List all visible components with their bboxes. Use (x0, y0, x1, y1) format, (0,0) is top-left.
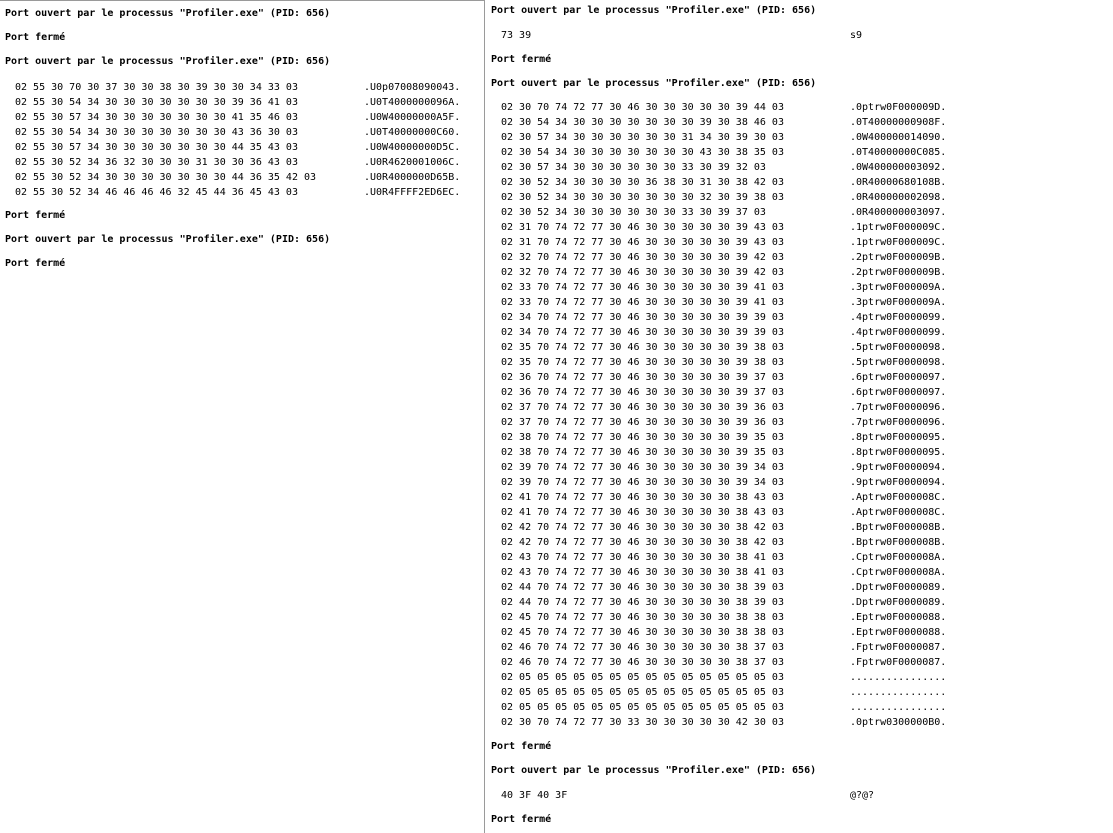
hex-dump-row (486, 100, 1113, 115)
port-opened-message: Port ouvert par le processus "Profiler.exe" (PID: 656) (5, 234, 331, 245)
ascii-text: s9 (850, 30, 863, 41)
port-opened-message: Port ouvert par le processus "Profiler.exe" (PID: 656) (491, 5, 817, 16)
hex-dump-row (486, 355, 1113, 370)
hex-bytes: 02 43 70 74 72 77 30 46 30 30 30 30 30 38 41 03 (501, 567, 784, 578)
hex-dump-row (486, 445, 1113, 460)
ascii-text: .8ptrw0F0000095. (850, 432, 947, 443)
ascii-text: .Eptrw0F0000088. (850, 627, 947, 638)
ascii-text: .7ptrw0F0000096. (850, 417, 947, 428)
port-opened-message: Port ouvert par le processus "Profiler.exe" (PID: 656) (491, 765, 817, 776)
hex-dump-row (486, 565, 1113, 580)
hex-bytes: 02 39 70 74 72 77 30 46 30 30 30 30 30 39 34 03 (501, 462, 784, 473)
hex-dump-row (486, 325, 1113, 340)
left-log-panel[interactable] (0, 0, 485, 833)
ascii-text: .0T40000000C085. (850, 147, 947, 158)
ascii-text: .1ptrw0F000009C. (850, 222, 947, 233)
ascii-text: .9ptrw0F0000094. (850, 477, 947, 488)
hex-dump-row (486, 28, 1113, 43)
ascii-text: .U0p07008090043. (364, 82, 461, 93)
hex-dump-row (486, 595, 1113, 610)
ascii-text: .0W400000003092. (850, 162, 947, 173)
hex-bytes: 02 38 70 74 72 77 30 46 30 30 30 30 30 39 35 03 (501, 432, 784, 443)
hex-dump-row (486, 505, 1113, 520)
ascii-text: .Fptrw0F0000087. (850, 642, 947, 653)
ascii-text: .4ptrw0F0000099. (850, 312, 947, 323)
hex-bytes: 02 30 54 34 30 30 30 30 30 30 30 43 30 38 35 03 (501, 147, 784, 158)
hex-bytes: 02 41 70 74 72 77 30 46 30 30 30 30 30 38 43 03 (501, 492, 784, 503)
hex-dump-row (486, 520, 1113, 535)
ascii-text: .0R400000003097. (850, 207, 947, 218)
hex-dump-row (486, 400, 1113, 415)
hex-dump-row (486, 250, 1113, 265)
hex-dump-row (486, 625, 1113, 640)
hex-dump-row (486, 160, 1113, 175)
hex-bytes: 02 42 70 74 72 77 30 46 30 30 30 30 30 38 42 03 (501, 537, 784, 548)
ascii-text: .U0W40000000A5F. (364, 112, 461, 123)
ascii-text: .3ptrw0F000009A. (850, 282, 947, 293)
hex-dump-row (486, 460, 1113, 475)
port-closed-message: Port fermé (5, 210, 66, 221)
hex-dump-row (0, 185, 484, 200)
port-opened-message: Port ouvert par le processus "Profiler.exe" (PID: 656) (5, 8, 331, 19)
ascii-text: .6ptrw0F0000097. (850, 387, 947, 398)
ascii-text: .0ptrw0F000009D. (850, 102, 947, 113)
hex-dump-row (486, 788, 1113, 803)
ascii-text: .8ptrw0F0000095. (850, 447, 947, 458)
ascii-text: .5ptrw0F0000098. (850, 342, 947, 353)
ascii-text: .0ptrw0300000B0. (850, 717, 947, 728)
ascii-text: .2ptrw0F000009B. (850, 252, 947, 263)
ascii-text: .9ptrw0F0000094. (850, 462, 947, 473)
hex-bytes: 02 05 05 05 05 05 05 05 05 05 05 05 05 05 05 03 (501, 687, 784, 698)
hex-bytes: 02 30 54 34 30 30 30 30 30 30 30 39 30 38 46 03 (501, 117, 784, 128)
hex-dump-row (486, 340, 1113, 355)
hex-bytes: 40 3F 40 3F (501, 790, 568, 801)
ascii-text: .0R40000680108B. (850, 177, 947, 188)
ascii-text: .Aptrw0F000008C. (850, 507, 947, 518)
ascii-text: .U0T40000000C60. (364, 127, 461, 138)
ascii-text: .1ptrw0F000009C. (850, 237, 947, 248)
hex-dump-row (486, 490, 1113, 505)
ascii-text: .U0W40000000D5C. (364, 142, 461, 153)
hex-bytes: 02 44 70 74 72 77 30 46 30 30 30 30 30 38 39 03 (501, 597, 784, 608)
right-log-panel[interactable] (486, 0, 1113, 833)
hex-bytes: 02 05 05 05 05 05 05 05 05 05 05 05 05 05 05 03 (501, 702, 784, 713)
hex-bytes: 02 30 52 34 30 30 30 30 36 38 30 31 30 38 42 03 (501, 177, 784, 188)
hex-bytes: 02 55 30 52 34 46 46 46 46 32 45 44 36 45 43 03 (15, 187, 298, 198)
hex-dump-row (486, 385, 1113, 400)
hex-dump-row (0, 170, 484, 185)
hex-dump-row (486, 700, 1113, 715)
hex-bytes: 02 55 30 52 34 36 32 30 30 30 31 30 30 36 43 03 (15, 157, 298, 168)
hex-bytes: 02 45 70 74 72 77 30 46 30 30 30 30 30 38 38 03 (501, 627, 784, 638)
ascii-text: .7ptrw0F0000096. (850, 402, 947, 413)
hex-bytes: 02 55 30 52 34 30 30 30 30 30 30 30 44 36 35 42 03 (15, 172, 317, 183)
ascii-text: .Eptrw0F0000088. (850, 612, 947, 623)
hex-bytes: 02 55 30 54 34 30 30 30 30 30 30 30 43 36 30 03 (15, 127, 298, 138)
hex-dump-row (486, 415, 1113, 430)
hex-bytes: 02 44 70 74 72 77 30 46 30 30 30 30 30 38 39 03 (501, 582, 784, 593)
hex-bytes: 02 30 52 34 30 30 30 30 30 30 30 32 30 39 38 03 (501, 192, 784, 203)
ascii-text: .U0R4620001006C. (364, 157, 461, 168)
hex-bytes: 02 30 57 34 30 30 30 30 30 30 33 30 39 32 03 (501, 162, 766, 173)
ascii-text: ................ (850, 687, 947, 698)
hex-bytes: 02 39 70 74 72 77 30 46 30 30 30 30 30 39 34 03 (501, 477, 784, 488)
hex-dump-row (0, 110, 484, 125)
ascii-text: ................ (850, 702, 947, 713)
hex-bytes: 02 31 70 74 72 77 30 46 30 30 30 30 30 39 43 03 (501, 237, 784, 248)
panel-top-border (0, 0, 484, 1)
hex-bytes: 02 42 70 74 72 77 30 46 30 30 30 30 30 38 42 03 (501, 522, 784, 533)
hex-dump-row (486, 655, 1113, 670)
hex-bytes: 02 55 30 54 34 30 30 30 30 30 30 30 39 36 41 03 (15, 97, 298, 108)
hex-dump-row (0, 125, 484, 140)
hex-bytes: 02 33 70 74 72 77 30 46 30 30 30 30 30 39 41 03 (501, 282, 784, 293)
hex-bytes: 02 46 70 74 72 77 30 46 30 30 30 30 30 38 37 03 (501, 657, 784, 668)
hex-dump-row (486, 130, 1113, 145)
hex-bytes: 02 35 70 74 72 77 30 46 30 30 30 30 30 39 38 03 (501, 342, 784, 353)
hex-bytes: 02 05 05 05 05 05 05 05 05 05 05 05 05 05 05 03 (501, 672, 784, 683)
hex-dump-row (486, 610, 1113, 625)
hex-dump-row (0, 95, 484, 110)
hex-bytes: 02 34 70 74 72 77 30 46 30 30 30 30 30 39 39 03 (501, 327, 784, 338)
hex-bytes: 02 45 70 74 72 77 30 46 30 30 30 30 30 38 38 03 (501, 612, 784, 623)
ascii-text: .5ptrw0F0000098. (850, 357, 947, 368)
ascii-text: ................ (850, 672, 947, 683)
hex-dump-row (486, 235, 1113, 250)
hex-bytes: 02 37 70 74 72 77 30 46 30 30 30 30 30 39 36 03 (501, 402, 784, 413)
hex-bytes: 02 38 70 74 72 77 30 46 30 30 30 30 30 39 35 03 (501, 447, 784, 458)
port-opened-message: Port ouvert par le processus "Profiler.exe" (PID: 656) (5, 56, 331, 67)
hex-bytes: 02 31 70 74 72 77 30 46 30 30 30 30 30 39 43 03 (501, 222, 784, 233)
ascii-text: .Fptrw0F0000087. (850, 657, 947, 668)
hex-dump-row (486, 370, 1113, 385)
hex-bytes: 73 39 (501, 30, 532, 41)
port-closed-message: Port fermé (491, 741, 552, 752)
ascii-text: .4ptrw0F0000099. (850, 327, 947, 338)
hex-dump-row (486, 715, 1113, 730)
hex-bytes: 02 55 30 57 34 30 30 30 30 30 30 30 41 35 46 03 (15, 112, 298, 123)
hex-dump-row (486, 280, 1113, 295)
port-closed-message: Port fermé (5, 32, 66, 43)
hex-bytes: 02 32 70 74 72 77 30 46 30 30 30 30 30 39 42 03 (501, 252, 784, 263)
ascii-text: .Dptrw0F0000089. (850, 582, 947, 593)
hex-dump-row (486, 220, 1113, 235)
ascii-text: .Bptrw0F000008B. (850, 522, 947, 533)
hex-dump-row (486, 310, 1113, 325)
hex-bytes: 02 46 70 74 72 77 30 46 30 30 30 30 30 38 37 03 (501, 642, 784, 653)
ascii-text: .0W400000014090. (850, 132, 947, 143)
ascii-text: .0R400000002098. (850, 192, 947, 203)
hex-bytes: 02 36 70 74 72 77 30 46 30 30 30 30 30 39 37 03 (501, 372, 784, 383)
ascii-text: .U0R4000000D65B. (364, 172, 461, 183)
hex-bytes: 02 36 70 74 72 77 30 46 30 30 30 30 30 39 37 03 (501, 387, 784, 398)
ascii-text: .Bptrw0F000008B. (850, 537, 947, 548)
ascii-text: @?@? (850, 790, 875, 801)
hex-dump-row (486, 640, 1113, 655)
hex-dump-row (486, 190, 1113, 205)
hex-bytes: 02 32 70 74 72 77 30 46 30 30 30 30 30 39 42 03 (501, 267, 784, 278)
hex-dump-row (486, 550, 1113, 565)
hex-dump-row (486, 115, 1113, 130)
ascii-text: .3ptrw0F000009A. (850, 297, 947, 308)
hex-dump-row (486, 685, 1113, 700)
hex-dump-row (0, 140, 484, 155)
hex-bytes: 02 33 70 74 72 77 30 46 30 30 30 30 30 39 41 03 (501, 297, 784, 308)
hex-dump-row (486, 670, 1113, 685)
port-closed-message: Port fermé (5, 258, 66, 269)
ascii-text: .U0R4FFFF2ED6EC. (364, 187, 461, 198)
ascii-text: .Cptrw0F000008A. (850, 552, 947, 563)
ascii-text: .Cptrw0F000008A. (850, 567, 947, 578)
hex-bytes: 02 30 70 74 72 77 30 33 30 30 30 30 30 42 30 03 (501, 717, 784, 728)
hex-bytes: 02 30 52 34 30 30 30 30 30 30 33 30 39 37 03 (501, 207, 766, 218)
hex-bytes: 02 35 70 74 72 77 30 46 30 30 30 30 30 39 38 03 (501, 357, 784, 368)
ascii-text: .2ptrw0F000009B. (850, 267, 947, 278)
ascii-text: .0T40000000908F. (850, 117, 947, 128)
hex-dump-row (486, 535, 1113, 550)
hex-bytes: 02 41 70 74 72 77 30 46 30 30 30 30 30 38 43 03 (501, 507, 784, 518)
hex-dump-row (486, 295, 1113, 310)
hex-dump-row (486, 580, 1113, 595)
ascii-text: .Aptrw0F000008C. (850, 492, 947, 503)
hex-bytes: 02 43 70 74 72 77 30 46 30 30 30 30 30 38 41 03 (501, 552, 784, 563)
hex-bytes: 02 34 70 74 72 77 30 46 30 30 30 30 30 39 39 03 (501, 312, 784, 323)
hex-dump-row (486, 145, 1113, 160)
hex-dump-row (0, 80, 484, 95)
hex-dump-row (486, 175, 1113, 190)
hex-dump-row (486, 430, 1113, 445)
port-opened-message: Port ouvert par le processus "Profiler.exe" (PID: 656) (491, 78, 817, 89)
hex-dump-row (486, 475, 1113, 490)
hex-dump-row (0, 155, 484, 170)
hex-bytes: 02 55 30 70 30 37 30 30 38 30 39 30 30 34 33 03 (15, 82, 298, 93)
ascii-text: .6ptrw0F0000097. (850, 372, 947, 383)
hex-bytes: 02 37 70 74 72 77 30 46 30 30 30 30 30 39 36 03 (501, 417, 784, 428)
port-closed-message: Port fermé (491, 54, 552, 65)
hex-dump-row (486, 265, 1113, 280)
hex-bytes: 02 30 57 34 30 30 30 30 30 30 31 34 30 39 30 03 (501, 132, 784, 143)
hex-bytes: 02 55 30 57 34 30 30 30 30 30 30 30 44 35 43 03 (15, 142, 298, 153)
ascii-text: .Dptrw0F0000089. (850, 597, 947, 608)
ascii-text: .U0T4000000096A. (364, 97, 461, 108)
port-closed-message: Port fermé (491, 814, 552, 825)
hex-dump-row (486, 205, 1113, 220)
hex-bytes: 02 30 70 74 72 77 30 46 30 30 30 30 30 39 44 03 (501, 102, 784, 113)
